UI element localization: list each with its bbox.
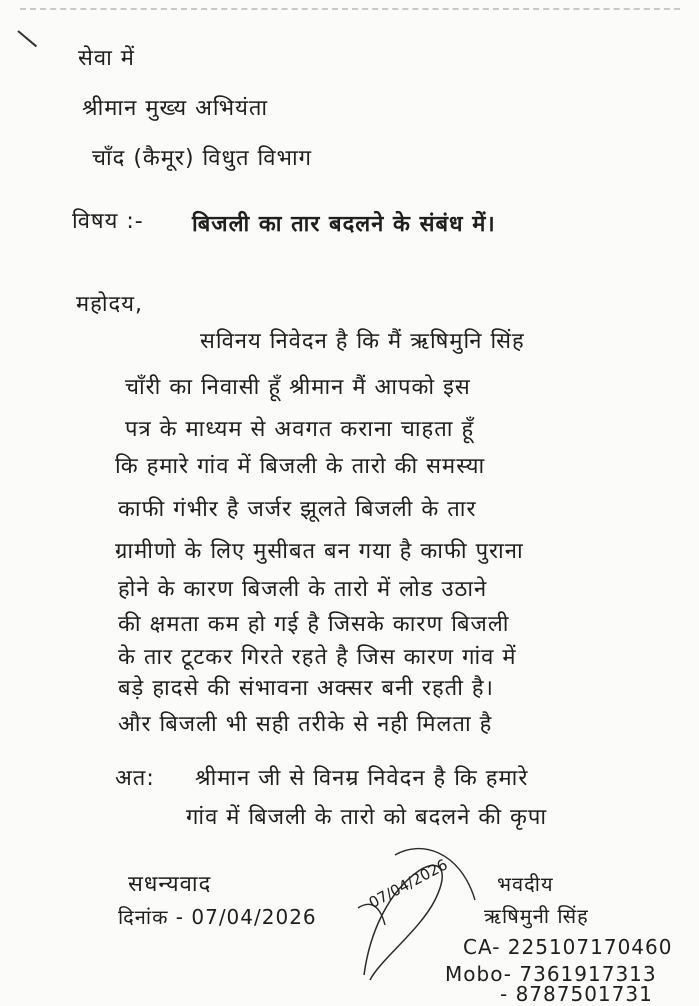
- sender-name: ऋषिमुनी सिंह: [484, 904, 589, 928]
- body-line: चाँरी का निवासी हूँ श्रीमान मैं आपको इस: [125, 375, 471, 400]
- closing-line: श्रीमान जी से विनम्र निवेदन है कि हमारे: [195, 766, 529, 791]
- body-line: के तार टूटकर गिरते रहते है जिस कारण गांव में: [118, 645, 517, 670]
- body-line: होने के कारण बिजली के तारो में लोड उठाने: [118, 577, 488, 602]
- body-line: पत्र के माध्यम से अवगत कराना चाहता हूँ: [125, 417, 475, 442]
- corner-mark: [17, 30, 37, 47]
- subject-label: विषय :-: [72, 209, 144, 234]
- thanks: सधन्यवाद: [128, 872, 212, 897]
- mobile-1: Mobo- 7361917313: [445, 962, 657, 986]
- body-line: बड़े हादसे की संभावना अक्सर बनी रहती है।: [118, 676, 494, 701]
- sign-off: भवदीय: [497, 872, 554, 896]
- addressee-line-1: श्रीमान मुख्य अभियंता: [82, 96, 269, 121]
- closing-line: गांव में बिजली के तारो को बदलने की कृपा: [186, 805, 548, 830]
- body-line: काफी गंभीर है जर्जर झूलते बिजली के तार: [118, 497, 477, 522]
- mobile-2: - 8787501731: [500, 982, 653, 1006]
- ca-number: CA- 225107170460: [463, 935, 673, 959]
- subject-text: बिजली का तार बदलने के संबंध में।: [192, 212, 496, 237]
- addressee-line-2: चाँद (कैमूर) विधुत विभाग: [92, 146, 313, 171]
- stamp-date: 07/04/2026: [365, 855, 451, 912]
- top-divider: [20, 8, 680, 10]
- salutation-to: सेवा में: [78, 46, 135, 71]
- body-line: सविनय निवेदन है कि मैं ऋषिमुनि सिंह: [200, 329, 525, 354]
- closing-label: अत:: [115, 766, 155, 791]
- body-line: कि हमारे गांव में बिजली के तारो की समस्या: [115, 454, 486, 479]
- body-line: ग्रामीणो के लिए मुसीबत बन गया है काफी पुराना: [115, 539, 524, 564]
- body-line: और बिजली भी सही तरीके से नही मिलता है: [118, 712, 493, 737]
- body-line: की क्षमता कम हो गई है जिसके कारण बिजली: [118, 612, 510, 637]
- greeting: महोदय,: [76, 292, 143, 317]
- letter-date: दिनांक - 07/04/2026: [118, 905, 317, 929]
